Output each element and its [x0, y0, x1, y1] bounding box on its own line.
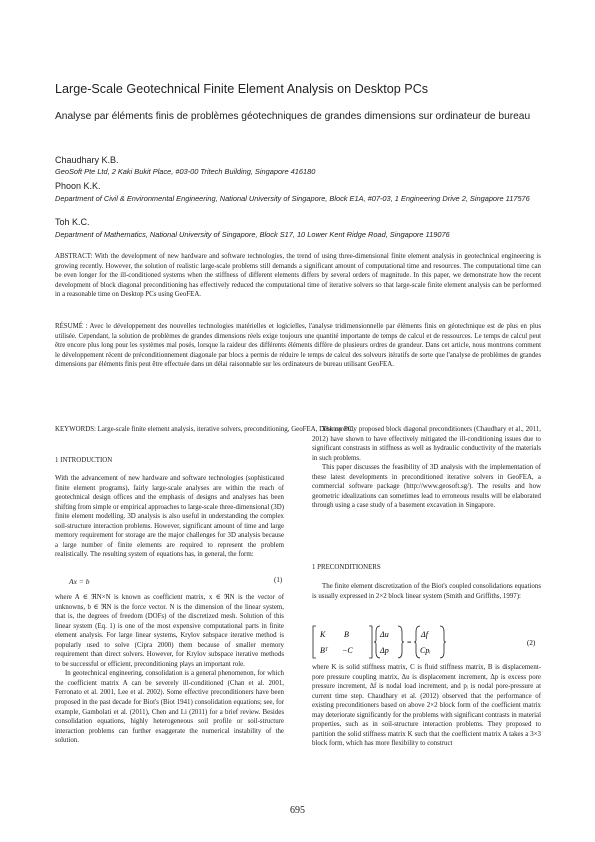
paragraph: The recently proposed block diagonal preconditioners (Chaudhary et al., 2011, 2012) have shown to have effectively mitigated the ill-conditioning issues due to significant constrasts in stiffness as well as hydraulic conductivity of the materials in such problems. — [312, 426, 541, 462]
paragraph: This paper discusses the feasibility of 3D analysis with the implementation of these latest developments in preconditioned iterative solvers in GeoFEA, a commercial software package (http://www.geosoft.sg/). The results and how geometric idealizations can sometimes lead to erroneous results will be elaborated through using a case study of a basement excavation in Singapore. — [312, 464, 541, 510]
equation-2 — [312, 622, 541, 662]
bracket-right — [369, 626, 372, 658]
right-column-paragraph — [312, 425, 541, 511]
paragraph: With the advancement of new hardware and software technologies (sophisticated finite element programs), fairly large-scale analyses are within the reach of geotechnical design offices and the emphasis of designs and analyses has been shifting from simple or empirical approaches to large-scale three-dimensional (3D) finite element modelling. 3D analysis is also useful in understanding the complex soil-structure interaction problems. However, significant amount of time and large memory requirement for storage are the major challenges for 3D analysis because a large number of finite elements are required to represent the problem realistically. The resulting system of equations has, in general, the form: — [55, 475, 284, 559]
matrix-entry: Bᵀ — [320, 646, 328, 655]
matrix-entry: B — [344, 630, 349, 639]
paragraph: In geotechnical engineering, consolidation is a general phenomenon, for which the coefficient matrix A can be severely ill-conditioned (Chan et al. 2001, Ferronato et al. 2001, Lee et al. 2002). Some effective preconditioners have been proposed in the past decade for Biot's (Biot 1941) consolidation equations; see, for example, Gambolati et al. (2011), Chen and Li (2011) for a brief review. Besides consolidation equations, highly heterogeneous soil profile or soil-structure interaction problems can further exaggerate the numerical instability of the solution. — [55, 670, 284, 745]
author-affiliation: GeoSoft Pte Ltd, 2 Kaki Bukit Place, #03-00 Tritech Building, Singapore 416180 — [55, 167, 316, 176]
keywords: KEYWORDS: Large-scale finite element analysis, iterative solvers, preconditioning, GeoFEA, Desktop PC. — [55, 426, 354, 433]
paper-title: Large-Scale Geotechnical Finite Element Analysis on Desktop PCs — [55, 82, 429, 96]
author-affiliation: Department of Civil & Environmental Engineering, National University of Singapore, Block E1A, #07-03, 1 Engineering Drive 2, Singapore 117576 — [55, 194, 530, 203]
brace-right — [398, 626, 404, 658]
vector-entry: Δp — [380, 646, 389, 655]
page-number: 695 — [290, 805, 305, 816]
paragraph: where K is solid stiffness matrix, C is fluid stiffness matrix, B is displacement-pore pressure coupling matrix, Δu is displacement increment, Δp is excess pore pressure increment, Δf is nodal load increment, and pᵢ is nodal pore-pressure at current time step. Chaudhary et al. (2012) observed that the performance of existing preconditioners based on above 2×2 block form of the coefficient matrix may deteriorate significantly for the problems with significant contrasts in material properties, such as in soil-structure interaction problems. They proposed to partition the solid stiffness matrix K such that the coefficient matrix A takes a 3×3 block form, which has more flexibility to construct — [312, 664, 541, 748]
author-name: Toh K.C. — [55, 217, 90, 227]
author-name: Chaudhary K.B. — [55, 155, 119, 165]
section-heading-preconditioners: 1 PRECONDITIONERS — [312, 564, 381, 571]
vector-entry: Cpᵢ — [420, 646, 431, 655]
section-heading-introduction: 1 INTRODUCTION — [55, 457, 113, 464]
author-affiliation: Department of Mathematics, National University of Singapore, Block S17, 10 Lower Kent Ridge Road, Singapore 119076 — [55, 230, 450, 239]
vector-entry: Δu — [380, 630, 389, 639]
author-name: Phoon K.K. — [55, 181, 101, 191]
right-column-paragraph — [312, 582, 541, 601]
matrix-entry: −C — [342, 646, 353, 655]
equals-sign: = — [407, 638, 412, 647]
abstract-french: RÉSUMÉ : Avec le développement des nouvelles technologies matérielles et logicielles, l'analyse tridimensionnelle par éléments finis en géotechnique est de plus en plus utilisée. Cependant, la solution de problèmes de grandes dimensions réels exige toujours une quantité importante de temps de calcul et de ressources. Le temps de calcul peut être encore plus long pour les systèmes mal posés, lorsque la raideur des différents éléments diffère de plusieurs ordres de grandeur. Dans cet article, nous montrons comment le développement récent de préconditionnement diagonale par blocs a permis de réduire le temps de calcul des solveurs itératifs de sorte que l'analyse de problèmes de grandes dimensions par éléments finis peut être effectuée dans un délai raisonnable sur les ordinateurs de bureau utilisant GeoFEA. — [55, 323, 541, 368]
right-column-paragraph — [312, 663, 541, 749]
equation-1: Ax = b — [69, 577, 90, 586]
vector-entry: Δf — [421, 630, 428, 639]
brace-right — [440, 626, 446, 658]
paper-subtitle: Analyse par éléments finis de problèmes géotechniques de grandes dimensions sur ordinateur de bureau — [55, 111, 531, 122]
equation-number: (1) — [274, 576, 283, 584]
abstract-english: ABSTRACT: With the development of new hardware and software technologies, the trend of using three-dimensional finite element analysis in geotechnical engineering is growing recently. However, the solution of realistic large-scale problems still demands a significant amount of computational time and resources. The computational time can be even longer for the ill-conditioned systems when the stiffness of different elements differs by several orders of magnitude. In this paper, we demonstrate how the recent development of block diagonal preconditioning has effectively reduced the computational time of iterative solvers so that large-scale finite element analysis can be performed in a reasonable time on Desktop PCs using GeoFEA. — [55, 253, 541, 298]
left-column-paragraph — [55, 474, 284, 560]
left-column-paragraph — [55, 593, 284, 746]
paragraph: The finite element discretization of the Biot's coupled consolidations equations is usually expressed in 2×2 block linear system (Smith and Griffiths, 1997): — [312, 583, 541, 600]
equation-number: (2) — [527, 639, 536, 647]
matrix-entry: K — [320, 630, 326, 639]
paragraph: where A ∈ ℜN×N is known as coefficient matrix, x ∈ ℜN is the vector of unknowns, b ∈ ℜN is the force vector. N is the dimension of the linear system, that is, the degrees of freedom (DOFs) of the discretized mesh. Solution of this linear system (Eq. 1) is one of the most expensive computational parts in finite element analysis. For large linear systems, Krylov subspace iterative method is popularly used to solve (Cipra 2000) them because of smaller memory requirement than direct solvers. However, for Krylov subspace iterative methods to be successful or efficient, preconditioning plays an important role. — [55, 594, 284, 668]
bracket-left — [313, 626, 316, 658]
